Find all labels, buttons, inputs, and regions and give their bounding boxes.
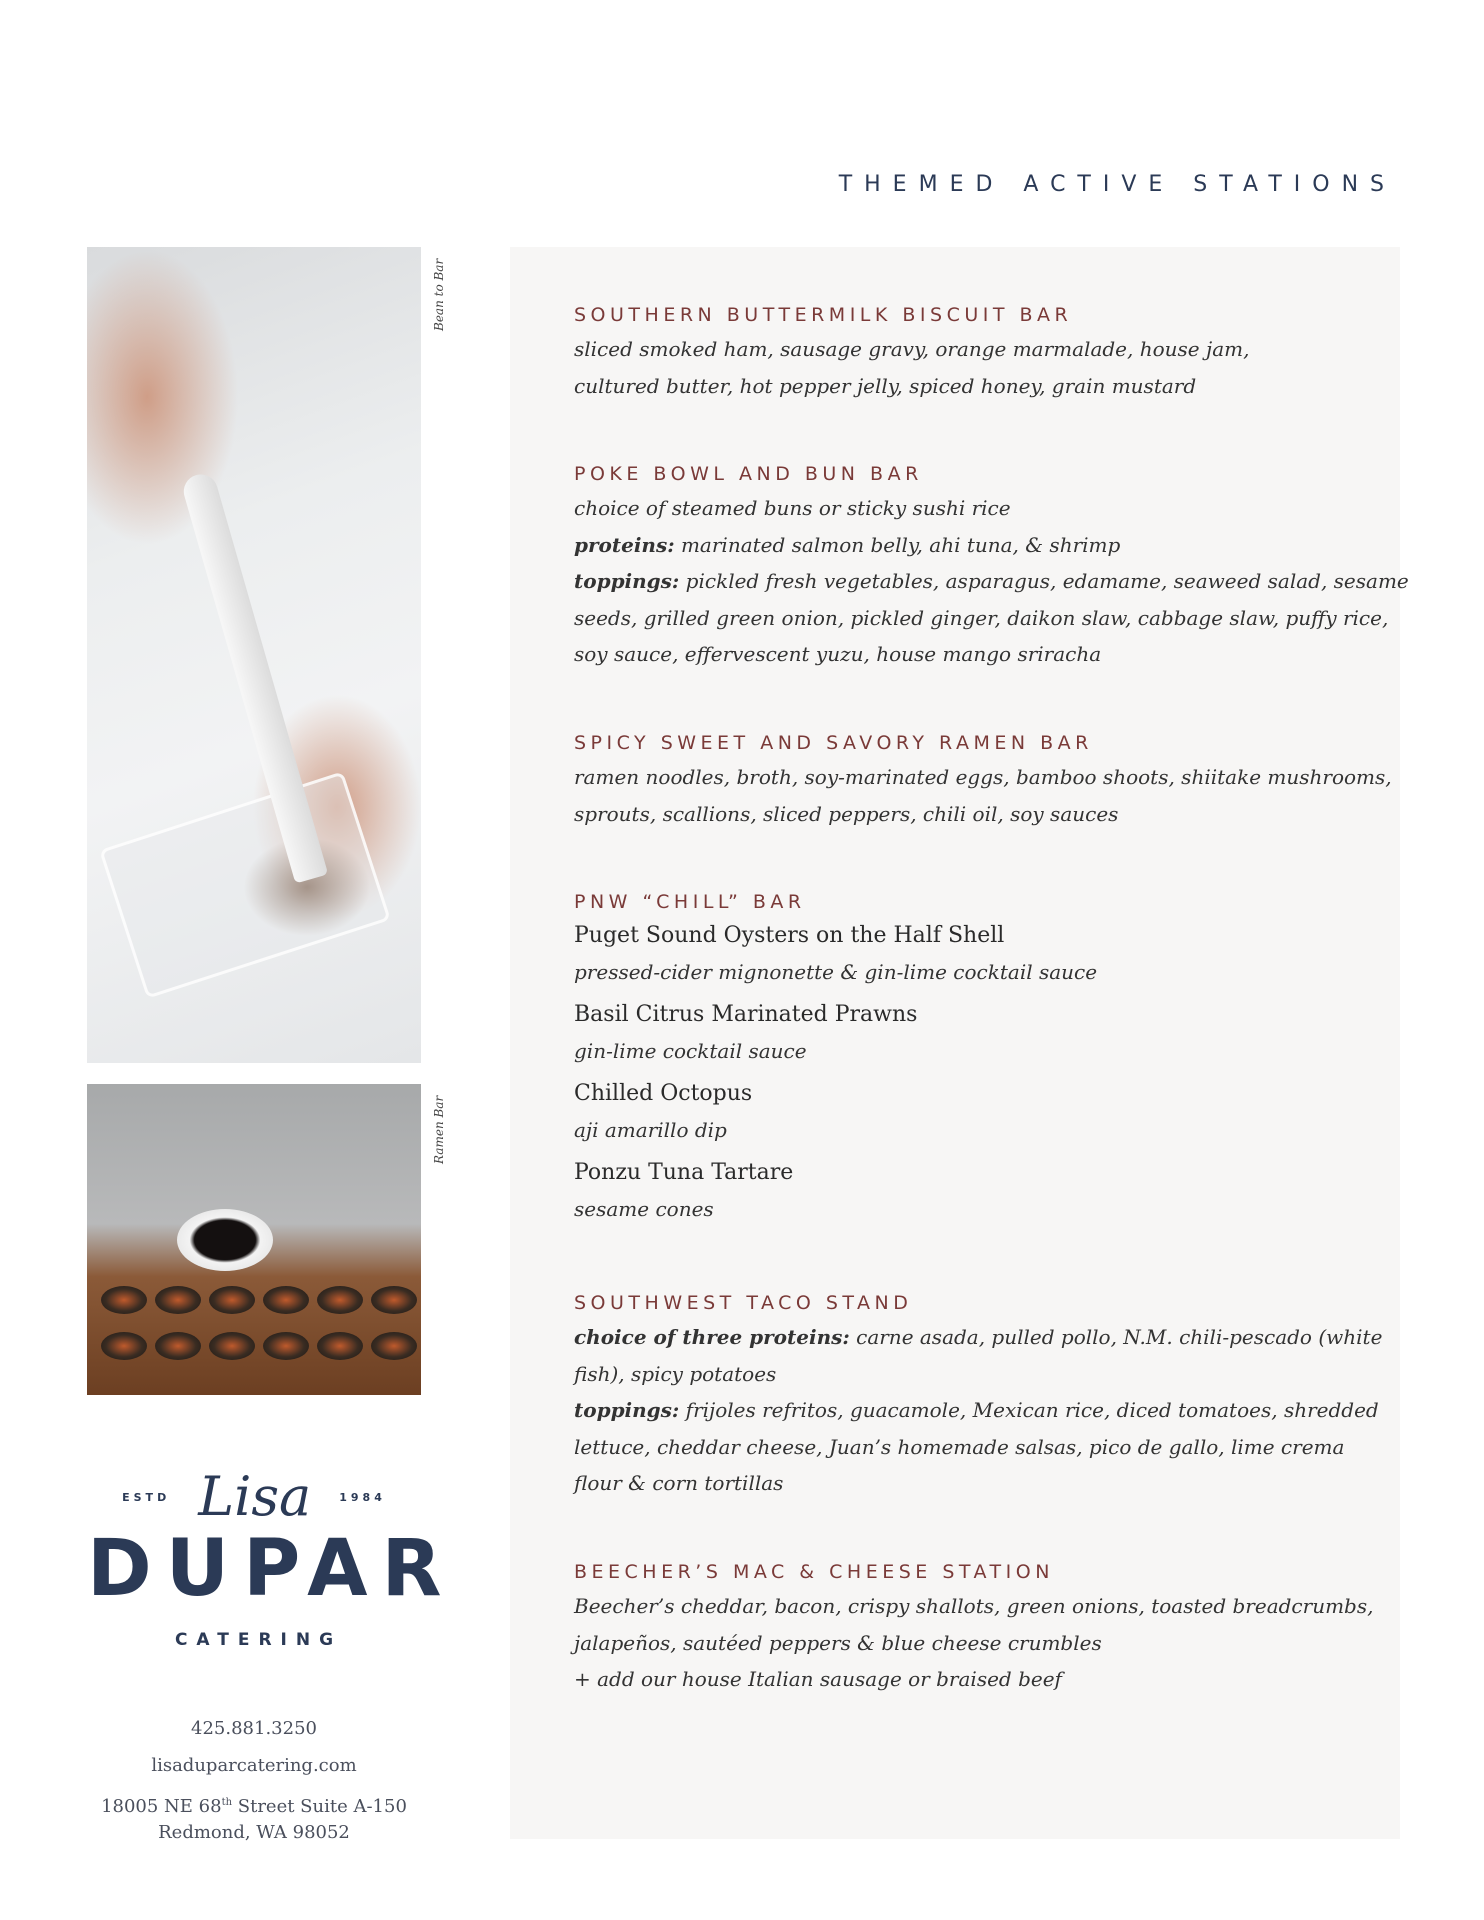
section-ramen-bar: [574, 727, 1392, 832]
menu-item-desc: sesame cones: [574, 1197, 714, 1221]
menu-item-desc: aji amarillo dip: [574, 1118, 727, 1142]
menu-line: lettuce, cheddar cheese, Juan’s homemade salsas, pico de gallo, lime crema: [574, 1434, 1345, 1459]
section-mac-cheese: [574, 1556, 1374, 1698]
sauce-bowl-shape: [177, 1209, 273, 1271]
logo-main: DUPAR: [87, 1524, 456, 1614]
menu-line: toppings: frijoles refritos, guacamole, Mexican rice, diced tomatoes, shredded: [574, 1398, 1379, 1422]
section-chill-bar: [574, 886, 1374, 1227]
menu-line: proteins: marinated salmon belly, ahi tuna, & shrimp: [574, 532, 1121, 557]
section-title: SOUTHERN BUTTERMILK BISCUIT BAR: [574, 304, 1073, 326]
section-title: BEECHER’S MAC & CHEESE STATION: [574, 1561, 1054, 1583]
section-title: POKE BOWL AND BUN BAR: [574, 463, 923, 485]
contact-phone: 425.881.3250: [191, 1718, 317, 1739]
menu-line: jalapeños, sautéed peppers & blue cheese crumbles: [574, 1630, 1102, 1655]
section-title: SOUTHWEST TACO STAND: [574, 1292, 913, 1314]
contact-street: 18005 NE 68th Street Suite A-150: [101, 1796, 407, 1817]
menu-line: choice of steamed buns or sticky sushi rice: [574, 496, 1011, 520]
menu-item-desc: pressed-cider mignonette & gin-lime cocktail sauce: [574, 960, 1098, 984]
menu-line: seeds, grilled green onion, pickled ginger, daikon slaw, cabbage slaw, puffy rice,: [574, 605, 1389, 630]
logo-year: 1984: [339, 1490, 386, 1504]
tray-shape: [99, 771, 391, 998]
bowl-row-back: [101, 1286, 421, 1314]
menu-item-desc: gin-lime cocktail sauce: [574, 1039, 807, 1063]
menu-line: choice of three proteins: carne asada, pulled pollo, N.M. chili-pescado (white: [574, 1325, 1383, 1349]
lisa-dupar-logo: [87, 1465, 456, 1650]
section-title: SPICY SWEET AND SAVORY RAMEN BAR: [574, 732, 1093, 754]
logo-estd: ESTD: [122, 1490, 171, 1504]
menu-line: toppings: pickled fresh vegetables, asparagus, edamame, seaweed salad, sesame: [574, 569, 1409, 593]
menu-item-name: Basil Citrus Marinated Prawns: [574, 1002, 918, 1027]
menu-line: fish), spicy potatoes: [574, 1361, 777, 1386]
logo-script: Lisa: [198, 1465, 312, 1528]
menu-item-name: Puget Sound Oysters on the Half Shell: [574, 923, 1005, 948]
section-poke-bar: [574, 458, 1409, 673]
menu-panel: [510, 247, 1409, 1839]
menu-line: sprouts, scallions, sliced peppers, chili oil, soy sauces: [574, 801, 1119, 826]
page-heading: THEMED ACTIVE STATIONS: [838, 172, 1396, 197]
bowl-row-front: [101, 1332, 421, 1360]
section-biscuit-bar: [574, 299, 1374, 404]
ramen-bar-photo: [87, 1084, 421, 1395]
photo-caption-ramen-bar: Ramen Bar: [432, 1095, 446, 1164]
menu-line: Beecher’s cheddar, bacon, crispy shallots, green onions, toasted breadcrumbs,: [574, 1594, 1374, 1618]
contact-info: [60, 1716, 448, 1846]
menu-line: ramen noodles, broth, soy-marinated eggs, bamboo shoots, shiitake mushrooms,: [574, 765, 1392, 789]
menu-line: flour & corn tortillas: [574, 1471, 784, 1495]
chocolate-piping-photo: [87, 247, 421, 1063]
menu-item-name: Chilled Octopus: [574, 1081, 753, 1106]
logo-sub: CATERING: [174, 1630, 343, 1650]
section-taco-stand: [574, 1287, 1383, 1502]
contact-city: Redmond, WA 98052: [158, 1822, 350, 1843]
menu-line: sliced smoked ham, sausage gravy, orange marmalade, house jam,: [574, 337, 1250, 361]
contact-website: lisaduparcatering.com: [151, 1755, 357, 1776]
photo-caption-bean-to-bar: Bean to Bar: [432, 258, 446, 331]
menu-line: cultured butter, hot pepper jelly, spiced honey, grain mustard: [574, 373, 1197, 398]
section-title: PNW “CHILL” BAR: [574, 891, 806, 913]
menu-line: + add our house Italian sausage or braised beef: [574, 1667, 1062, 1691]
menu-line: soy sauce, effervescent yuzu, house mango sriracha: [574, 642, 1102, 666]
menu-item-name: Ponzu Tuna Tartare: [574, 1160, 794, 1185]
